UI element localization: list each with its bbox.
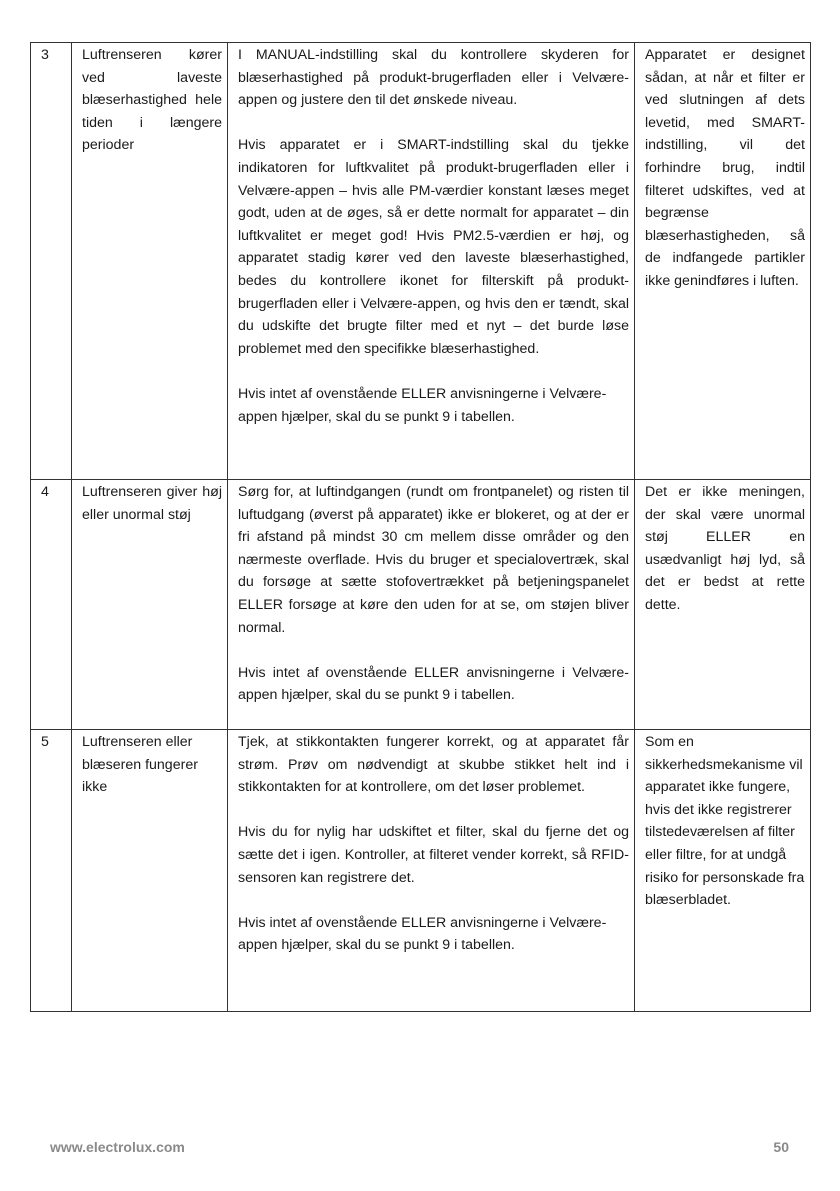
- problem-cell: Luftrenseren kører ved laveste blæserhastighed hele tiden i længere perioder: [72, 43, 228, 480]
- solution-cell: [228, 730, 635, 1012]
- solution-paragraph: Hvis intet af ovenstående ELLER anvisningerne i Velvære-appen hjælper, skal du se punkt 9 i tabellen.: [238, 664, 629, 704]
- troubleshooting-table: [30, 42, 811, 1012]
- reason-cell: Apparatet er designet sådan, at når et filter er ved slutningen af dets levetid, med SMART-indstilling, vil det forhindre brug, indtil filteret udskiftes, ved at begrænse blæserhastigheden, så de indfangede partikler ikke genindføres i luften.: [635, 43, 811, 480]
- problem-cell: Luftrenseren giver høj eller unormal støj: [72, 480, 228, 730]
- reason-cell: Det er ikke meningen, der skal være unormal støj ELLER en usædvanligt høj lyd, så det er bedst at rette dette.: [635, 480, 811, 730]
- solution-paragraph: Tjek, at stikkontakten fungerer korrekt, og at apparatet får strøm. Prøv om nødvendigt at skubbe stikket helt ind i stikkontakten for at kontrollere, om det løser problemet.: [238, 734, 629, 796]
- solution-cell: [228, 43, 635, 480]
- row-number: 3: [31, 43, 72, 480]
- table-row: [31, 43, 811, 480]
- table-row: [31, 730, 811, 1012]
- problem-cell: Luftrenseren eller blæseren fungerer ikke: [72, 730, 228, 1012]
- solution-paragraph: I MANUAL-indstilling skal du kontrollere skyderen for blæserhastighed på produkt-brugerfladen eller i Velvære-appen og justere den til det ønskede niveau.: [238, 47, 629, 109]
- footer-website: www.electrolux.com: [50, 1139, 185, 1155]
- reason-cell: Som en sikkerhedsmekanisme vil apparatet ikke fungere, hvis det ikke registrerer tilstedeværelsen af filter eller filtre, for at undgå risiko for personskade fra blæserbladet.: [635, 730, 811, 1012]
- solution-paragraph: Hvis apparatet er i SMART-indstilling skal du tjekke indikatoren for luftkvalitet på produkt-brugerfladen eller i Velvære-appen – hvis alle PM-værdier konstant læses meget godt, uden at de øges, så er dette normalt for apparatet – din luftkvalitet er meget god! Hvis PM2.5-værdien er høj, og apparatet stadig kører ved den laveste blæserhastighed, bedes du kontrollere ikonet for filterskift på produkt-brugerfladen eller i Velvære-appen, og hvis den er tændt, skal du udskifte det brugte filter med et nyt – det burde løse problemet med den specifikke blæserhastighed.: [238, 137, 629, 357]
- solution-paragraph: Hvis intet af ovenstående ELLER anvisningerne i Velvære-appen hjælper, skal du se punkt 9 i tabellen.: [238, 914, 607, 954]
- row-number: 4: [31, 480, 72, 730]
- solution-cell: [228, 480, 635, 730]
- solution-paragraph: Sørg for, at luftindgangen (rundt om frontpanelet) og risten til luftudgang (øverst på apparatet) ikke er blokeret, og at der er fri afstand på mindst 30 cm mellem disse områder og den nærmeste overflade. Hvis du bruger et specialovertræk, skal du forsøge at sætte stofovertrækket på betjeningspanelet ELLER forsøge at køre den uden for at se, om støjen bliver normal.: [238, 484, 629, 636]
- page-number: 50: [773, 1139, 789, 1155]
- row-number: 5: [31, 730, 72, 1012]
- solution-paragraph: Hvis du for nylig har udskiftet et filter, skal du fjerne det og sætte det i igen. Kontroller, at filteret vender korrekt, så RFID-sensoren kan registrere det.: [238, 824, 629, 886]
- table-row: [31, 480, 811, 730]
- solution-paragraph: Hvis intet af ovenstående ELLER anvisningerne i Velvære-appen hjælper, skal du se punkt 9 i tabellen.: [238, 385, 607, 425]
